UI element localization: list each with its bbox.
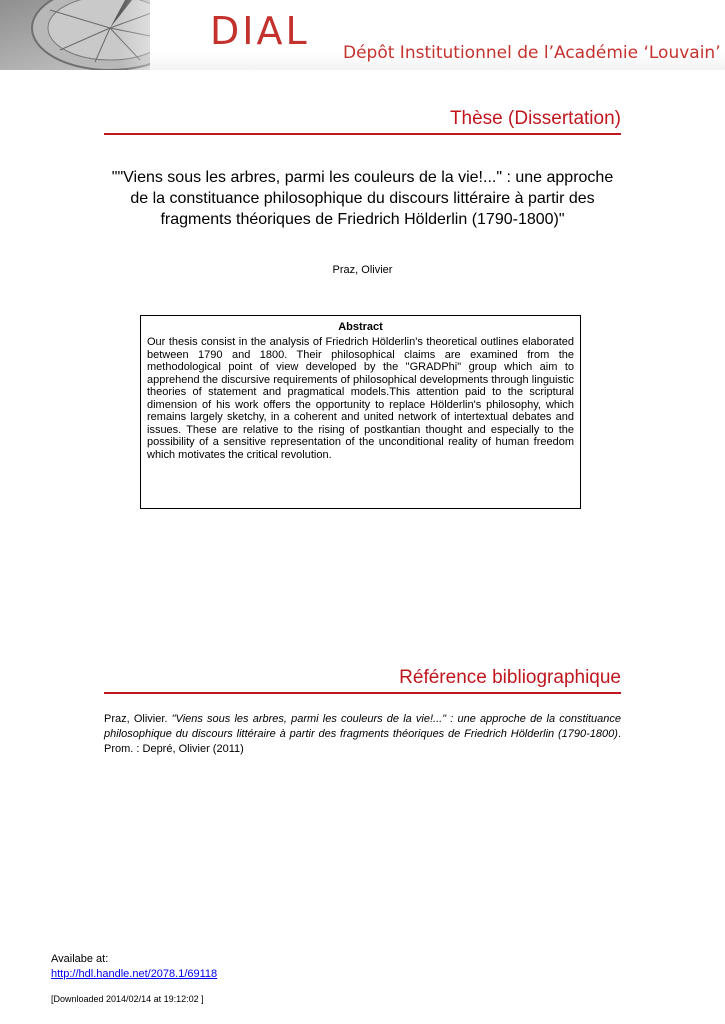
abstract-box xyxy=(140,315,581,509)
citation-title: "Viens sous les arbres, parmi les couleurs de la vie!..." : une approche de la constituance philosophique du discours littéraire à partir des fragments théoriques de Friedrich Hölderlin (1790-1800) xyxy=(104,713,622,740)
section-title-reference: Référence bibliographique xyxy=(399,667,621,688)
abstract-text: Our thesis consist in the analysis of Friedrich Hölderlin's theoretical outlines elaborated between 1790 and 1800. Their philosophical claims are examined from the methodological point of view developed by the "GRADPhi" group which aim to apprehend the discursive requirements of philosophical developments through linguistic theories of statement and pragmatical models.This attention paid to the scriptural dimension of his work offers the opportunity to replace Hölderlin's philosophy, which remains largely sketchy, in a coherent and united network of intertextual debates and issues. These are relative to the rising of postkantian thought and especially to the possibility of a sensitive representation of the unconditional reality of human freedom which motivates the critical revolution. xyxy=(147,336,574,461)
section-divider xyxy=(104,133,621,135)
citation-author: Praz, Olivier. xyxy=(104,713,172,725)
dial-header xyxy=(0,0,725,70)
document-title: ""Viens sous les arbres, parmi les couleurs de la vie!..." : une approche de la constituance philosophique du discours littéraire à partir des fragments théoriques de Friedrich Hölderlin (1790-1800)" xyxy=(111,169,614,228)
citation-details: . Prom. : Depré, Olivier (2011) xyxy=(104,728,621,755)
bibliographic-citation xyxy=(104,712,621,757)
dial-subtitle: Dépôt Institutionnel de l’Académie ‘Louvain’ xyxy=(343,43,721,63)
section-title-thesis: Thèse (Dissertation) xyxy=(449,108,621,129)
abstract-heading: Abstract xyxy=(338,321,383,333)
download-timestamp: [Downloaded 2014/02/14 at 19:12:02 ] xyxy=(51,994,204,1004)
handle-link[interactable]: http://hdl.handle.net/2078.1/69118 xyxy=(51,968,218,980)
available-label: Availabe at: xyxy=(51,953,109,965)
document-author: Praz, Olivier xyxy=(332,264,393,276)
dial-logo-text: DIAL xyxy=(210,9,310,53)
section-divider xyxy=(104,692,621,694)
